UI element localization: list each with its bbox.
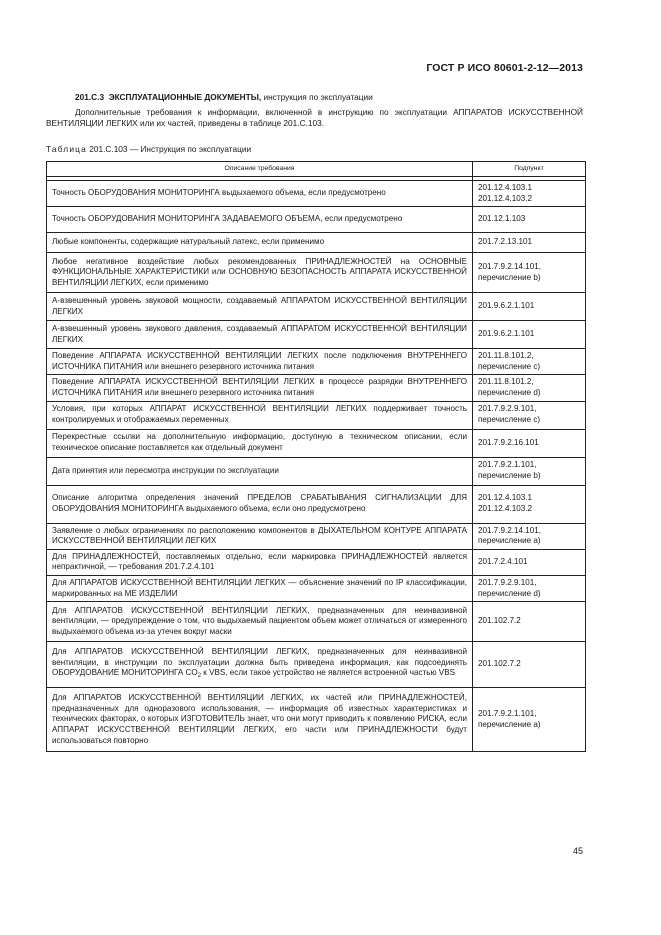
- clause-reference: [473, 207, 586, 233]
- section-title-bold: ЭКСПЛУАТАЦИОННЫЕ ДОКУМЕНТЫ,: [108, 92, 262, 102]
- page-number: 45: [572, 846, 583, 856]
- section-number: 201.С.3: [75, 92, 105, 102]
- clause-reference-line: 201.12.4.103.1: [478, 183, 533, 192]
- clause-reference-line: 201.12.4.103.2: [478, 193, 533, 203]
- table-body: [47, 177, 586, 752]
- table-header-row: [47, 162, 586, 177]
- clause-reference-line: 201.7.9.2.9.101,: [478, 577, 537, 587]
- table-row: [47, 688, 586, 752]
- clause-reference-line: перечисление d): [478, 588, 541, 598]
- requirement-description: Перекрестные ссылки на дополнительную информацию, доступную в техническом описании, если техническое описание поставляется как отдельный документ: [47, 429, 473, 457]
- requirement-description: Точность ОБОРУДОВАНИЯ МОНИТОРИНГА выдыхаемого объема, если предусмотрено: [47, 181, 473, 207]
- clause-reference: [473, 321, 586, 349]
- clause-reference-line: перечисление b): [478, 272, 541, 282]
- section-paragraph: Дополнительные требования к информации, включенной в инструкцию по эксплуатации АППАРАТОВ ИСКУССТВЕННОЙ ВЕНТИЛЯЦИИ ЛЕГКИХ или их частей, приведены в таблице 201.С.103.: [46, 106, 583, 129]
- clause-reference-line: 201.7.9.2.14.101,: [478, 262, 542, 272]
- table-row: [47, 401, 586, 429]
- requirements-table: [46, 161, 586, 752]
- subscript: 2: [197, 673, 202, 680]
- clause-reference: [473, 181, 586, 207]
- clause-reference-line: 201.102.7.2: [478, 616, 521, 626]
- table-row: [47, 349, 586, 375]
- clause-reference: [473, 349, 586, 375]
- requirement-description: Описание алгоритма определения значений ПРЕДЕЛОВ СРАБАТЫВАНИЯ СИГНАЛИЗАЦИИ ДЛЯ ОБОРУДОВАНИЯ МОНИТОРИНГА выдыхаемого объема, если оно предусмотрено: [47, 485, 473, 523]
- table-caption-label: Таблица: [46, 144, 87, 154]
- clause-reference-line: 201.12.4.103.2: [478, 504, 533, 514]
- table-row: [47, 549, 586, 575]
- clause-reference-line: перечисление c): [478, 415, 541, 425]
- requirement-description: [47, 642, 473, 688]
- section-title-rest: инструкция по эксплуатации: [263, 92, 373, 102]
- requirement-description: Условия, при которых АППАРАТ ИСКУССТВЕННОЙ ВЕНТИЛЯЦИИ ЛЕГКИХ поддерживает точность контролируемых и отображаемых переменных: [47, 401, 473, 429]
- table-row: [47, 181, 586, 207]
- clause-reference: [473, 375, 586, 401]
- table-row: [47, 253, 586, 293]
- clause-reference-line: 201.7.2.13.101: [478, 237, 533, 247]
- requirement-description: Точность ОБОРУДОВАНИЯ МОНИТОРИНГА ЗАДАВАЕМОГО ОБЪЕМА, если предусмотрено: [47, 207, 473, 233]
- clause-reference: [473, 642, 586, 688]
- requirement-description: Для АППАРАТОВ ИСКУССТВЕННОЙ ВЕНТИЛЯЦИИ ЛЕГКИХ, их частей или ПРИНАДЛЕЖНОСТЕЙ, предназначенных для одноразового использования, — информация об известных характеристиках и технических факторах, о которых ИЗГОТОВИТЕЛЬ знает, что они могут приводить к появлению РИСКА, если АППАРАТ ИСКУССТВЕННОЙ ВЕНТИЛЯЦИИ ЛЕГКИХ, его части или ПРИНАДЛЕЖНОСТИ будут использоваться повторно: [47, 688, 473, 752]
- requirement-description: Поведение АППАРАТА ИСКУССТВЕННОЙ ВЕНТИЛЯЦИИ ЛЕГКИХ в процессе разрядки ВНУТРЕННЕГО ИСТОЧНИКА ПИТАНИЯ или внешнего резервного источника питания: [47, 375, 473, 401]
- table-row: [47, 429, 586, 457]
- clause-reference-line: 201.9.6.2.1.101: [478, 301, 535, 311]
- clause-reference: [473, 401, 586, 429]
- table-row: [47, 375, 586, 401]
- requirement-description: Для ПРИНАДЛЕЖНОСТЕЙ, поставляемых отдельно, если маркировка ПРИНАДЛЕЖНОСТЕЙ является непрактичной, — требования 201.7.2.4.101: [47, 549, 473, 575]
- table-row: [47, 293, 586, 321]
- clause-reference: [473, 233, 586, 253]
- table-row: [47, 485, 586, 523]
- clause-reference: [473, 429, 586, 457]
- clause-reference-line: 201.11.8.101.2,: [478, 351, 534, 361]
- clause-reference: [473, 688, 586, 752]
- clause-reference-line: 201.9.6.2.1.101: [478, 329, 535, 339]
- clause-reference-line: 201.102.7.2: [478, 659, 521, 669]
- column-header-clause: Подпункт: [473, 162, 586, 177]
- table-row: [47, 457, 586, 485]
- clause-reference: [473, 253, 586, 293]
- clause-reference: [473, 293, 586, 321]
- clause-reference: [473, 549, 586, 575]
- clause-reference: [473, 457, 586, 485]
- table-row: [47, 321, 586, 349]
- clause-reference: [473, 523, 586, 549]
- document-code: ГОСТ Р ИСО 80601-2-12—2013: [426, 62, 583, 74]
- clause-reference-line: перечисление d): [478, 387, 541, 397]
- table-row: [47, 207, 586, 233]
- clause-reference-line: 201.7.9.2.14.101,: [478, 525, 542, 535]
- clause-reference-line: 201.7.9.2.16.101: [478, 437, 539, 447]
- table-row: [47, 233, 586, 253]
- requirement-description: Для АППАРАТОВ ИСКУССТВЕННОЙ ВЕНТИЛЯЦИИ ЛЕГКИХ — объяснение значений по IP классификации, маркированных на МЕ ИЗДЕЛИИ: [47, 575, 473, 601]
- requirement-description: Для АППАРАТОВ ИСКУССТВЕННОЙ ВЕНТИЛЯЦИИ ЛЕГКИХ, предназначенных для неинвазивной вентиляции, — предупреждение о том, что выдыхаемый пациентом объем может отличаться от измеренного выдыхаемого объема из-за утечек вокруг маски: [47, 602, 473, 642]
- clause-reference-line: 201.7.9.2.1.101,: [478, 460, 537, 470]
- clause-reference-line: перечисление a): [478, 719, 541, 729]
- clause-reference-line: 201.12.1.103: [478, 214, 526, 224]
- requirement-description: А-взвешенный уровень звукового давления, создаваемый АППАРАТОМ ИСКУССТВЕННОЙ ВЕНТИЛЯЦИИ ЛЕГКИХ: [47, 321, 473, 349]
- requirement-description: Дата принятия или пересмотра инструкции по эксплуатации: [47, 457, 473, 485]
- clause-reference-line: перечисление c): [478, 361, 541, 371]
- column-header-description: Описание требования: [47, 162, 473, 177]
- requirement-text-part: к VBS, если такое устройство не является встроенной частью VBS: [201, 668, 455, 678]
- clause-reference-line: 201.7.9.2.1.101,: [478, 709, 537, 719]
- clause-reference: [473, 575, 586, 601]
- table-row: [47, 575, 586, 601]
- table-caption: [46, 144, 251, 154]
- requirement-description: Поведение АППАРАТА ИСКУССТВЕННОЙ ВЕНТИЛЯЦИИ ЛЕГКИХ после подключения ВНУТРЕННЕГО ИСТОЧНИКА ПИТАНИЯ или внешнего резервного источника питания: [47, 349, 473, 375]
- clause-reference-line: 201.11.8.101.2,: [478, 377, 534, 387]
- table-row: [47, 642, 586, 688]
- section-block: [46, 92, 583, 130]
- clause-reference-line: 201.7.9.2.9.101,: [478, 404, 537, 414]
- requirement-description: Любые компоненты, содержащие натуральный латекс, если применимо: [47, 233, 473, 253]
- table-caption-text: 201.С.103 — Инструкция по эксплуатации: [89, 144, 252, 154]
- clause-reference-line: 201.12.4.103.1: [478, 493, 533, 503]
- requirement-text-part: Для АППАРАТОВ ИСКУССТВЕННОЙ ВЕНТИЛЯЦИИ ЛЕГКИХ, предназначенных для неинвазивной вентиляции, в инструкции по эксплуатации должна быть приведена информация, как подсоединять ОБОРУДОВАНИЕ МОНИТОРИНГА CO: [52, 647, 467, 678]
- table-row: [47, 602, 586, 642]
- requirement-description: Заявление о любых ограничениях по расположению компонентов в ДЫХАТЕЛЬНОМ КОНТУРЕ АППАРАТА ИСКУССТВЕННОЙ ВЕНТИЛЯЦИИ ЛЕГКИХ: [47, 523, 473, 549]
- requirement-description: Любое негативное воздействие любых рекомендованных ПРИНАДЛЕЖНОСТЕЙ на ОСНОВНЫЕ ФУНКЦИОНАЛЬНЫЕ ХАРАКТЕРИСТИКИ или ОСНОВНУЮ БЕЗОПАСНОСТЬ АППАРАТА ИСКУССТВЕННОЙ ВЕНТИЛЯЦИИ ЛЕГКИХ, если применимо: [47, 253, 473, 293]
- clause-reference-line: перечисление a): [478, 536, 541, 546]
- clause-reference: [473, 602, 586, 642]
- requirement-description: А-взвешенный уровень звуковой мощности, создаваемый АППАРАТОМ ИСКУССТВЕННОЙ ВЕНТИЛЯЦИИ ЛЕГКИХ: [47, 293, 473, 321]
- clause-reference-line: перечисление b): [478, 471, 541, 481]
- clause-reference: [473, 485, 586, 523]
- clause-reference-line: 201.7.2.4.101: [478, 557, 528, 567]
- section-heading: [46, 92, 583, 104]
- table-row: [47, 523, 586, 549]
